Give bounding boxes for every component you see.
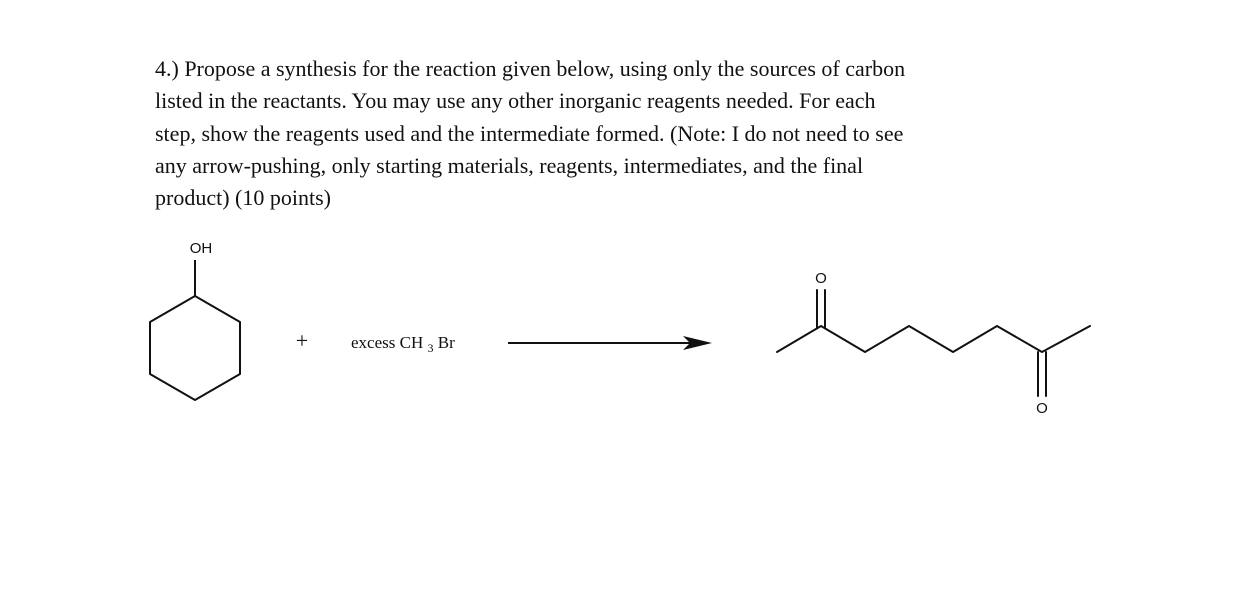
- cyclohexane-ring: [150, 296, 240, 400]
- reagent-subscript: 3: [427, 341, 434, 355]
- question-line-1: 4.) Propose a synthesis for the reaction given below, using only the sources of carbon: [155, 56, 906, 81]
- product-structure: [777, 290, 1090, 396]
- reaction-arrow: [508, 336, 712, 350]
- question-line-4: any arrow-pushing, only starting materials, reagents, intermediates, and the final: [155, 152, 864, 178]
- cyclohexanol-structure: [150, 260, 240, 400]
- reagent-suffix: Br: [437, 333, 455, 352]
- bottom-oxygen-label: O: [1036, 400, 1048, 417]
- top-oxygen-label: O: [815, 270, 827, 287]
- reagent-prefix: excess CH: [351, 333, 424, 352]
- product-carbon-chain: [777, 326, 1090, 352]
- hydroxyl-label: OH: [189, 240, 213, 257]
- reagent-label: [351, 333, 455, 356]
- question-line-5: product) (10 points): [155, 185, 331, 211]
- plus-sign: +: [295, 328, 309, 353]
- question-line-3: step, show the reagents used and the intermediate formed. (Note: I do not need to see: [155, 120, 904, 146]
- question-line-2: listed in the reactants. You may use any other inorganic reagents needed. For each: [155, 88, 876, 114]
